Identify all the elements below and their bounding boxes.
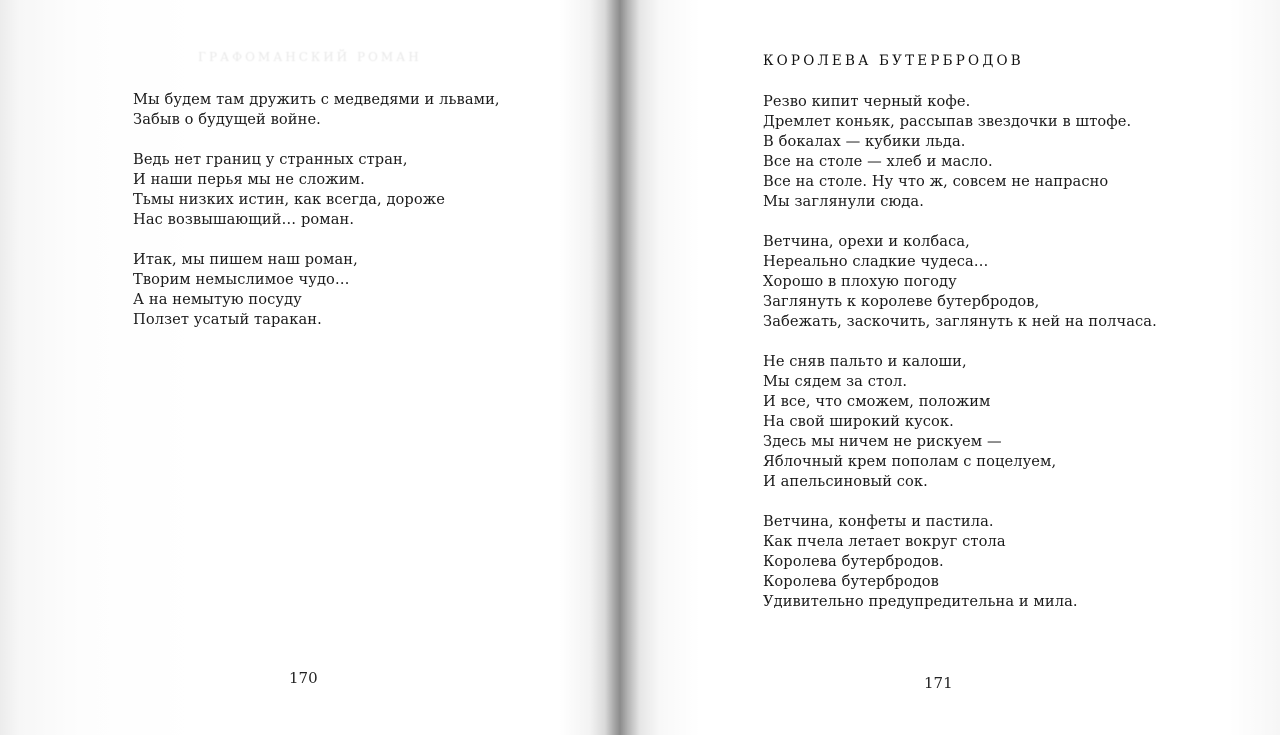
stanza <box>763 352 1157 492</box>
poem-line: Тьмы низких истин, как всегда, дороже <box>133 191 445 208</box>
poem-line: Забыв о будущей войне. <box>133 111 321 128</box>
stanza <box>763 92 1157 212</box>
poem-line: И апельсиновый сок. <box>763 473 928 490</box>
poem-line: Удивительно предупредительна и мила. <box>763 593 1078 610</box>
stanza <box>133 150 500 230</box>
poem-line: Ползет усатый таракан. <box>133 311 322 328</box>
stanza <box>133 250 500 330</box>
poem-line: Забежать, заскочить, заглянуть к ней на полчаса. <box>763 313 1157 330</box>
poem-title: КОРОЛЕВА БУТЕРБРОДОВ <box>763 53 1024 69</box>
right-page <box>618 0 1280 735</box>
left-poem <box>133 90 500 350</box>
poem-line: На свой широкий кусок. <box>763 413 954 430</box>
poem-line: Ветчина, конфеты и пастила. <box>763 513 994 530</box>
page-number: 170 <box>289 669 318 687</box>
poem-line: Нереально сладкие чудеса… <box>763 253 989 270</box>
poem-line: А на немытую посуду <box>133 291 302 308</box>
poem-line: Итак, мы пишем наш роман, <box>133 251 358 268</box>
poem-line: Мы сядем за стол. <box>763 373 908 390</box>
poem-line: Творим немыслимое чудо… <box>133 271 350 288</box>
poem-line: Не сняв пальто и калоши, <box>763 353 967 370</box>
right-poem <box>763 92 1157 632</box>
poem-line: Все на столе — хлеб и масло. <box>763 153 993 170</box>
poem-line: Дремлет коньяк, рассыпав звездочки в штофе. <box>763 113 1132 130</box>
poem-line: Мы будем там дружить с медведями и львами, <box>133 91 500 108</box>
poem-line: Заглянуть к королеве бутербродов, <box>763 293 1040 310</box>
stanza <box>133 90 500 130</box>
poem-line: Нас возвышающий… роман. <box>133 211 355 228</box>
poem-line: Ветчина, орехи и колбаса, <box>763 233 970 250</box>
poem-line: Как пчела летает вокруг стола <box>763 533 1006 550</box>
poem-line: Яблочный крем пополам с поцелуем, <box>763 453 1057 470</box>
poem-line: Королева бутербродов <box>763 573 939 590</box>
running-head-showthrough: ГРАФОМАНСКИЙ РОМАН <box>198 50 422 64</box>
stanza <box>763 512 1157 612</box>
left-page <box>0 0 618 735</box>
poem-line: Все на столе. Ну что ж, совсем не напрасно <box>763 173 1109 190</box>
poem-line: Резво кипит черный кофе. <box>763 93 971 110</box>
poem-line: И все, что сможем, положим <box>763 393 991 410</box>
poem-line: Здесь мы ничем не рискуем — <box>763 433 1002 450</box>
page-number: 171 <box>924 674 953 692</box>
poem-line: Ведь нет границ у странных стран, <box>133 151 408 168</box>
stanza <box>763 232 1157 332</box>
poem-line: Королева бутербродов. <box>763 553 944 570</box>
poem-line: Мы заглянули сюда. <box>763 193 924 210</box>
poem-line: В бокалах — кубики льда. <box>763 133 966 150</box>
poem-line: И наши перья мы не сложим. <box>133 171 365 188</box>
poem-line: Хорошо в плохую погоду <box>763 273 957 290</box>
